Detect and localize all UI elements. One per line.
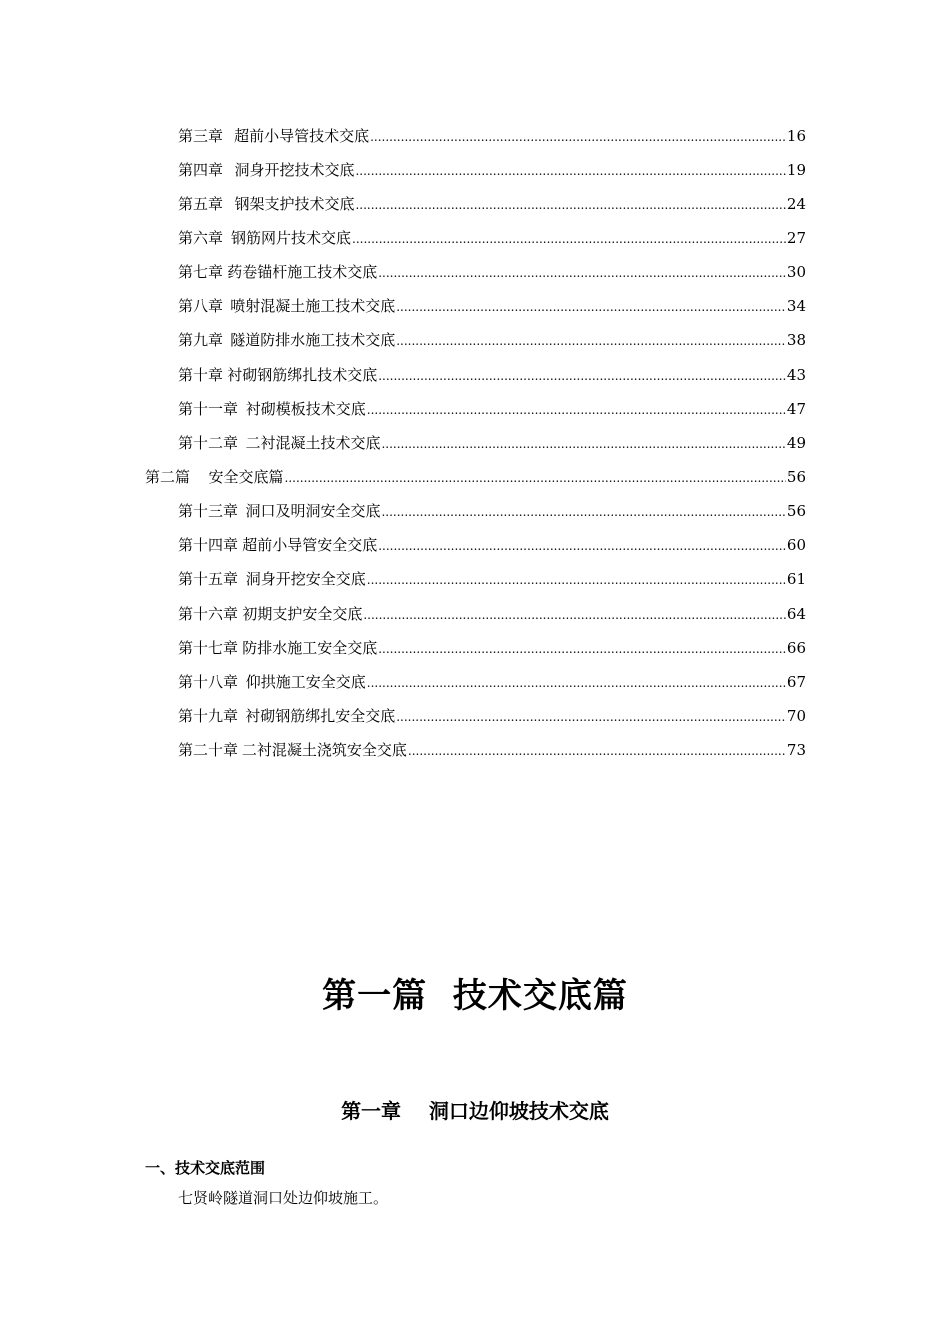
toc-entry-ch17[interactable]	[178, 637, 806, 659]
toc-chapter-label: 第十五章	[178, 570, 239, 588]
toc-page-number: 60	[786, 536, 806, 554]
toc-leader	[396, 295, 786, 318]
toc-page-number: 56	[786, 502, 806, 520]
toc-entry-title: 衬砌钢筋绑扎技术交底	[227, 366, 378, 384]
toc-entry-ch7[interactable]	[178, 261, 806, 283]
toc-entry-ch5[interactable]	[178, 193, 806, 215]
toc-entry-ch15[interactable]	[178, 568, 806, 590]
toc-chapter-label: 第三章	[178, 127, 224, 145]
toc-leader	[378, 364, 786, 387]
toc-entry-title: 洞口及明洞安全交底	[245, 502, 381, 520]
toc-page-number: 27	[786, 229, 806, 247]
toc-page-number: 67	[786, 673, 806, 691]
toc-leader	[381, 500, 785, 523]
toc-entry-title: 隧道防排水施工技术交底	[230, 331, 396, 349]
toc-chapter-label: 第十二章	[178, 434, 239, 452]
toc-entry-ch19[interactable]	[178, 705, 806, 727]
toc-leader	[367, 671, 786, 694]
toc-leader	[355, 159, 785, 182]
toc-entry-title: 防排水施工安全交底	[242, 639, 378, 657]
toc-chapter-label: 第五章	[178, 195, 224, 213]
toc-page-number: 70	[786, 707, 806, 725]
toc-chapter-label: 第十七章	[178, 639, 239, 657]
toc-entry-title: 衬砌钢筋绑扎安全交底	[245, 707, 396, 725]
toc-entry-title: 钢架支护技术交底	[234, 195, 355, 213]
toc-entry-title: 仰拱施工安全交底	[245, 673, 366, 691]
toc-page-number: 56	[786, 468, 806, 486]
toc-entry-ch20[interactable]	[178, 739, 806, 761]
toc-page-number: 64	[786, 605, 806, 623]
toc-entry-title: 药卷锚杆施工技术交底	[227, 263, 378, 281]
toc-page-number: 73	[786, 741, 806, 759]
toc-leader	[381, 432, 785, 455]
toc-page-number: 16	[786, 127, 806, 145]
toc-entry-title: 洞身开挖技术交底	[234, 161, 355, 179]
toc-page-number: 66	[786, 639, 806, 657]
toc-page-number: 30	[786, 263, 806, 281]
body-paragraph: 七贤岭隧道洞口处边仰坡施工。	[178, 1189, 389, 1207]
toc-chapter-label: 第十一章	[178, 400, 239, 418]
toc-chapter-label: 第二十章	[178, 741, 239, 759]
chapter-title: 第一章 洞口边仰坡技术交底	[341, 1099, 609, 1123]
toc-entry-ch16[interactable]	[178, 603, 806, 625]
toc-leader	[378, 534, 786, 557]
toc-entry-ch10[interactable]	[178, 364, 806, 386]
toc-entry-ch14[interactable]	[178, 534, 806, 556]
part-title: 第一篇 技术交底篇	[322, 976, 628, 1016]
toc-entry-ch6[interactable]	[178, 227, 806, 249]
toc-chapter-label: 第十九章	[178, 707, 239, 725]
toc-entry-title: 初期支护安全交底	[242, 605, 363, 623]
toc-leader	[352, 227, 786, 250]
toc-page-number: 49	[786, 434, 806, 452]
toc-leader	[285, 466, 786, 489]
toc-entry-ch8[interactable]	[178, 295, 806, 317]
toc-entry-ch12[interactable]	[178, 432, 806, 454]
toc-leader	[355, 193, 785, 216]
toc-entry-title: 安全交底篇	[208, 468, 284, 486]
toc-chapter-label: 第十四章	[178, 536, 239, 554]
section-heading: 一、技术交底范围	[145, 1159, 266, 1177]
toc-entry-ch18[interactable]	[178, 671, 806, 693]
toc-leader	[367, 568, 786, 591]
toc-page-number: 38	[786, 331, 806, 349]
toc-page-number: 34	[786, 297, 806, 315]
toc-chapter-label: 第十章	[178, 366, 224, 384]
toc-leader	[408, 739, 786, 762]
toc-chapter-label: 第九章	[178, 331, 224, 349]
toc-leader	[370, 125, 786, 148]
toc-page-number: 19	[786, 161, 806, 179]
toc-entry-ch9[interactable]	[178, 329, 806, 351]
toc-leader	[378, 637, 786, 660]
toc-leader	[396, 329, 786, 352]
toc-entry-ch11[interactable]	[178, 398, 806, 420]
toc-entry-title: 喷射混凝土施工技术交底	[230, 297, 396, 315]
toc-chapter-label: 第八章	[178, 297, 224, 315]
toc-chapter-label: 第十三章	[178, 502, 239, 520]
toc-chapter-label: 第六章	[178, 229, 224, 247]
toc-leader	[363, 603, 786, 626]
toc-page-number: 24	[786, 195, 806, 213]
toc-page-number: 43	[786, 366, 806, 384]
toc-entry-ch13[interactable]	[178, 500, 806, 522]
toc-entry-title: 洞身开挖安全交底	[245, 570, 366, 588]
toc-entry-title: 超前小导管安全交底	[242, 536, 378, 554]
toc-entry-ch3[interactable]	[178, 125, 806, 147]
toc-chapter-label: 第十六章	[178, 605, 239, 623]
toc-leader	[367, 398, 786, 421]
toc-entry-title: 二衬混凝土浇筑安全交底	[241, 741, 407, 759]
toc-entry-title: 衬砌模板技术交底	[245, 400, 366, 418]
toc-part-label: 第二篇	[145, 468, 191, 486]
toc-leader	[396, 705, 786, 728]
toc-entry-title: 超前小导管技术交底	[234, 127, 370, 145]
toc-chapter-label: 第七章	[178, 263, 224, 281]
toc-entry-part2[interactable]	[145, 466, 806, 488]
toc-page-number: 47	[786, 400, 806, 418]
toc-entry-title: 二衬混凝土技术交底	[245, 434, 381, 452]
toc-entry-title: 钢筋网片技术交底	[231, 229, 352, 247]
toc-page-number: 61	[786, 570, 806, 588]
toc-chapter-label: 第十八章	[178, 673, 239, 691]
toc-leader	[378, 261, 786, 284]
toc-chapter-label: 第四章	[178, 161, 224, 179]
toc-entry-ch4[interactable]	[178, 159, 806, 181]
